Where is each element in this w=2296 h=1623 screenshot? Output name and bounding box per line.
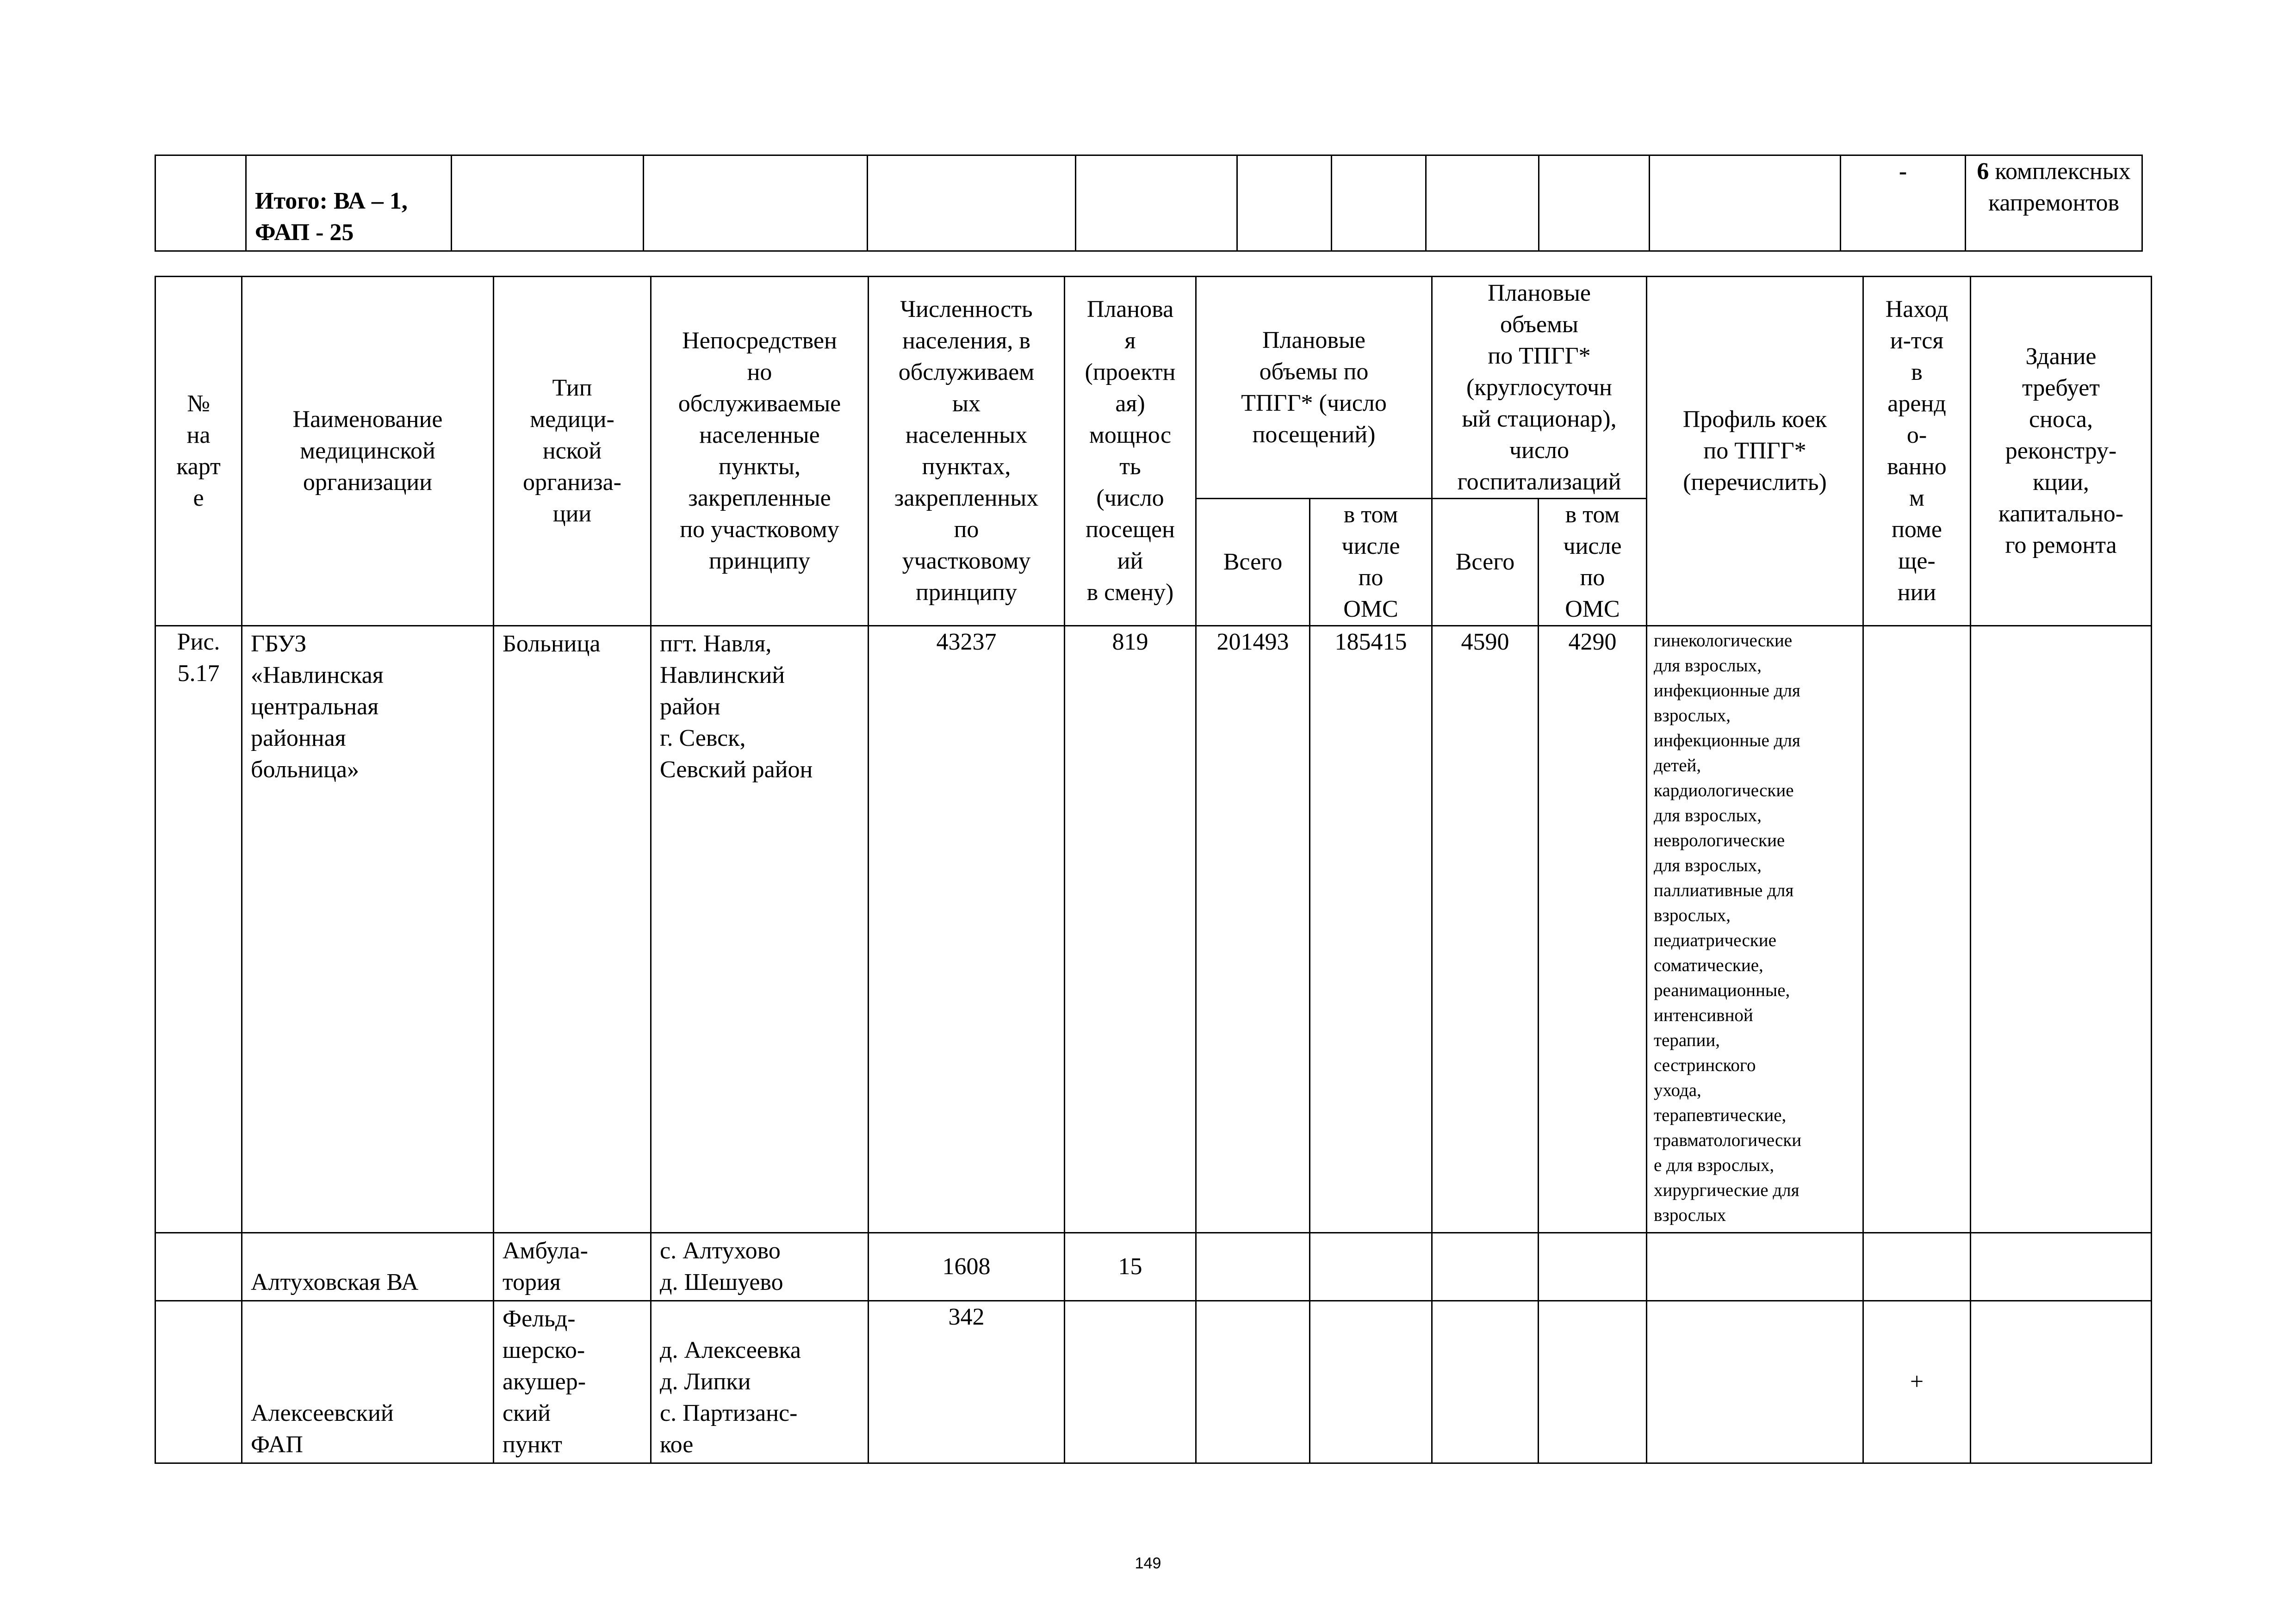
summary-dash-cell xyxy=(1841,155,1966,251)
cell-name: Алтуховская ВА xyxy=(242,1233,494,1301)
cell-population: 342 xyxy=(869,1301,1065,1463)
summary-cell-empty xyxy=(452,155,644,251)
cell-num xyxy=(155,1301,242,1463)
header-capacity: Планова я (проектн ая) мощнос ть (число посещен ий в смену) xyxy=(1065,277,1196,626)
cell-hosp-oms xyxy=(1539,1301,1647,1463)
cell-settlements: с. Алтухово д. Шешуево xyxy=(651,1233,869,1301)
header-building: Здание требует сноса, реконстру- кции, капитально- го ремонта xyxy=(1971,277,2152,626)
header-name: Наименование медицинской организации xyxy=(242,277,494,626)
cell-rented xyxy=(1863,626,1971,1233)
summary-table xyxy=(155,155,2143,252)
table-row xyxy=(155,1233,2152,1301)
header-num: № на карт е xyxy=(155,277,242,626)
cell-visits-oms xyxy=(1310,1233,1432,1301)
cell-visits-oms xyxy=(1310,1301,1432,1463)
summary-cell-empty xyxy=(1076,155,1237,251)
summary-cell-empty xyxy=(644,155,868,251)
summary-cell-empty xyxy=(1650,155,1841,251)
page-number: 149 xyxy=(1135,1555,1161,1572)
summary-total-cell xyxy=(246,155,452,251)
cell-visits-total xyxy=(1196,1301,1310,1463)
cell-capacity: 819 xyxy=(1065,626,1196,1233)
cell-num xyxy=(155,1233,242,1301)
cell-settlements: д. Алексеевка д. Липки с. Партизанс- кое xyxy=(651,1301,869,1463)
cell-capacity xyxy=(1065,1301,1196,1463)
cell-type: Фельд- шерско- акушер- ский пункт xyxy=(494,1301,651,1463)
summary-repairs-count: 6 xyxy=(1977,158,1989,185)
cell-type: Больница xyxy=(494,626,651,1233)
header-settlements: Непосредствен но обслуживаемые населенные пункты, закрепленные по участковому принципу xyxy=(651,277,869,626)
summary-cell-empty xyxy=(1426,155,1539,251)
cell-settlements: пгт. Навля, Навлинский район г. Севск, Севский район xyxy=(651,626,869,1233)
summary-cell-empty xyxy=(868,155,1076,251)
cell-name: ГБУЗ «Навлинская центральная районная больница» xyxy=(242,626,494,1233)
main-table xyxy=(155,276,2152,1464)
header-visits: Плановые объемы по ТПГГ* (число посещений) xyxy=(1196,277,1432,499)
cell-capacity: 15 xyxy=(1065,1233,1196,1301)
cell-hosp-total xyxy=(1432,1301,1539,1463)
header-hosp-oms: в том числе по ОМС xyxy=(1539,499,1647,626)
summary-repairs-text: комплексных капремонтов xyxy=(1988,158,2131,216)
cell-hosp-total: 4590 xyxy=(1432,626,1539,1233)
cell-hosp-total xyxy=(1432,1233,1539,1301)
summary-dash: - xyxy=(1899,158,1907,185)
header-population: Численность населения, в обслуживаем ых населенных пунктах, закрепленных по участковому принципу xyxy=(869,277,1065,626)
cell-population: 1608 xyxy=(869,1233,1065,1301)
cell-name: Алексеевский ФАП xyxy=(242,1301,494,1463)
table-row xyxy=(155,1301,2152,1463)
cell-visits-oms: 185415 xyxy=(1310,626,1432,1233)
header-hosp: Плановые объемы по ТПГГ* (круглосуточн ый стационар), число госпитализаций xyxy=(1432,277,1647,499)
cell-beds: гинекологические для взрослых, инфекционные для взрослых, инфекционные для детей, кардиологические для взрослых, неврологические для взрослых, паллиативные для взрослых, педиатрические соматические, реанимационные, интенсивной терапии, сестринского ухода, терапевтические, травматологически е для взрослых, хирургические для взрослых xyxy=(1647,626,1863,1233)
header-visits-oms: в том числе по ОМС xyxy=(1310,499,1432,626)
header-type: Тип медици- нской организа- ции xyxy=(494,277,651,626)
header-row-1 xyxy=(155,277,2152,499)
cell-building xyxy=(1971,626,2152,1233)
cell-beds xyxy=(1647,1233,1863,1301)
summary-repairs-cell xyxy=(1966,155,2142,251)
cell-visits-total: 201493 xyxy=(1196,626,1310,1233)
cell-building xyxy=(1971,1301,2152,1463)
cell-rented: + xyxy=(1863,1301,1971,1463)
header-beds: Профиль коек по ТПГГ* (перечислить) xyxy=(1647,277,1863,626)
summary-total-label: Итого: ВА – 1, ФАП - 25 xyxy=(255,188,408,246)
summary-row xyxy=(155,155,2142,251)
cell-building xyxy=(1971,1233,2152,1301)
header-hosp-total: Всего xyxy=(1432,499,1539,626)
cell-population: 43237 xyxy=(869,626,1065,1233)
header-visits-total: Всего xyxy=(1196,499,1310,626)
table-row xyxy=(155,626,2152,1233)
cell-hosp-oms: 4290 xyxy=(1539,626,1647,1233)
header-rented: Наход и-тся в аренд о- ванно м поме ще- нии xyxy=(1863,277,1971,626)
cell-type: Амбула- тория xyxy=(494,1233,651,1301)
cell-visits-total xyxy=(1196,1233,1310,1301)
cell-rented xyxy=(1863,1233,1971,1301)
summary-cell-empty xyxy=(1237,155,1332,251)
summary-cell-empty xyxy=(1539,155,1650,251)
summary-cell-empty xyxy=(1332,155,1426,251)
cell-hosp-oms xyxy=(1539,1233,1647,1301)
cell-beds xyxy=(1647,1301,1863,1463)
summary-cell-num xyxy=(155,155,246,251)
cell-num: Рис. 5.17 xyxy=(155,626,242,1233)
